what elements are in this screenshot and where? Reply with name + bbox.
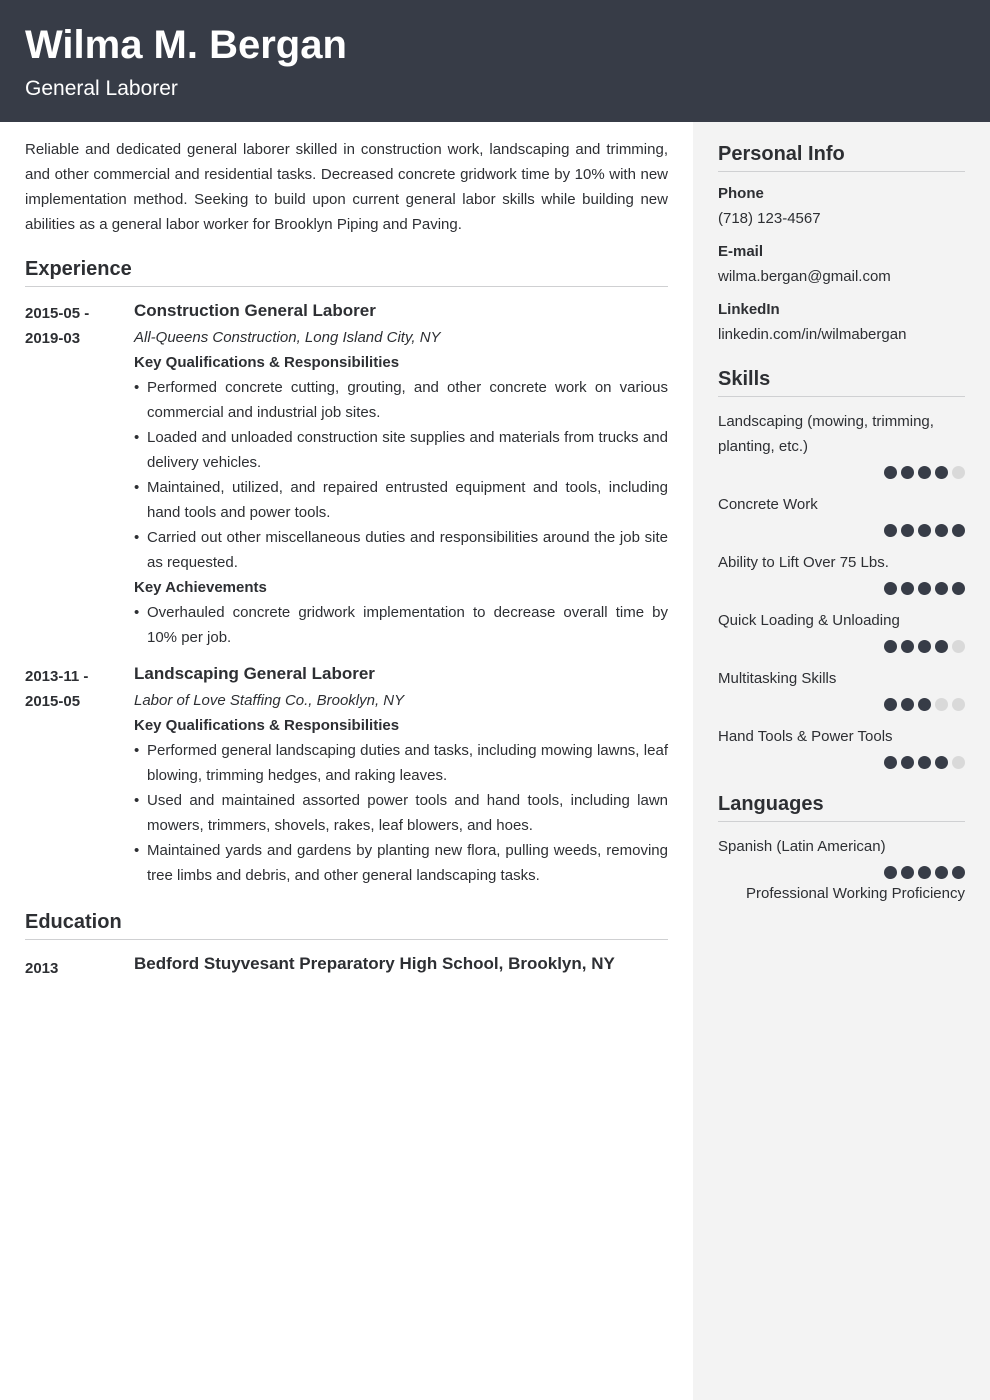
list-item: • Loaded and unloaded construction site supplies and materials from trucks and delivery vehicles. (134, 425, 668, 475)
rating-dot-filled (952, 524, 965, 537)
rating-dot-empty (952, 756, 965, 769)
rating-dot-filled (884, 756, 897, 769)
job-date-start: 2013-11 - (25, 668, 89, 685)
education-entry (25, 952, 668, 976)
sidebar (693, 122, 990, 1400)
personal-info-heading: Personal Info (718, 142, 965, 172)
job-company: Labor of Love Staffing Co., Brooklyn, NY (134, 692, 405, 709)
achievements-list (134, 600, 668, 650)
rating-dot-filled (901, 466, 914, 479)
job-company: All-Queens Construction, Long Island City, NY (134, 329, 441, 346)
skill-item (718, 550, 965, 596)
rating-dot-filled (935, 582, 948, 595)
rating-dot-filled (901, 756, 914, 769)
skill-item (718, 492, 965, 538)
rating-dot-filled (884, 524, 897, 537)
skill-name: Concrete Work (718, 496, 818, 513)
job-date-start: 2015-05 - (25, 305, 90, 322)
email-value[interactable]: wilma.bergan@gmail.com (718, 268, 891, 285)
rating-dot-filled (952, 866, 965, 879)
job-entry (25, 662, 668, 888)
language-rating (718, 866, 965, 880)
skill-name: Landscaping (mowing, trimming, planting, etc.) (718, 413, 934, 455)
job-date-end: 2019-03 (25, 330, 81, 347)
rating-dot-empty (952, 640, 965, 653)
rating-dot-filled (935, 640, 948, 653)
email-label: E-mail (718, 243, 764, 260)
job-dates (25, 664, 125, 714)
list-item: • Maintained yards and gardens by planting new flora, pulling weeds, removing tree limbs and debris, and other general landscaping tasks. (134, 838, 668, 888)
rating-dot-filled (918, 698, 931, 711)
language-name: Spanish (Latin American) (718, 838, 886, 855)
qualifications-heading: Key Qualifications & Responsibilities (134, 717, 400, 734)
skill-rating (718, 640, 965, 654)
skills-list (718, 409, 965, 770)
qualifications-heading: Key Qualifications & Responsibilities (134, 354, 400, 371)
job-date-end: 2015-05 (25, 693, 81, 710)
responsibilities-list (134, 738, 668, 888)
skill-rating (718, 698, 965, 712)
summary: Reliable and dedicated general laborer skilled in construction work, landscaping and trimming, and other commercial and residential tasks. Decreased concrete gridwork time by 10% with new implementation method. Seeking to build upon current general labor skills while building new abilities as a general labor worker for Brooklyn Piping and Paving. (25, 141, 668, 233)
skill-name: Ability to Lift Over 75 Lbs. (718, 554, 889, 571)
rating-dot-filled (918, 866, 931, 879)
achievements-heading: Key Achievements (134, 579, 267, 596)
rating-dot-filled (901, 866, 914, 879)
rating-dot-filled (918, 582, 931, 595)
job-title: Landscaping General Laborer (134, 664, 375, 683)
job-title: Construction General Laborer (134, 301, 376, 320)
rating-dot-filled (952, 582, 965, 595)
rating-dot-filled (918, 524, 931, 537)
linkedin-value[interactable]: linkedin.com/in/wilmabergan (718, 326, 907, 343)
list-item: • Overhauled concrete gridwork implementation to decrease overall time by 10% per job. (134, 600, 668, 650)
language-item (718, 834, 965, 906)
rating-dot-filled (918, 756, 931, 769)
responsibilities-list (134, 375, 668, 575)
language-proficiency: Professional Working Proficiency (746, 885, 965, 902)
resume-header (0, 0, 990, 122)
rating-dot-filled (935, 524, 948, 537)
candidate-name: Wilma M. Bergan (25, 23, 347, 67)
skill-item (718, 608, 965, 654)
rating-dot-filled (935, 866, 948, 879)
rating-dot-filled (884, 582, 897, 595)
rating-dot-filled (884, 698, 897, 711)
rating-dot-filled (935, 466, 948, 479)
education-school: Bedford Stuyvesant Preparatory High School, Brooklyn, NY (134, 954, 615, 973)
rating-dot-filled (935, 756, 948, 769)
list-item: • Maintained, utilized, and repaired entrusted equipment and tools, including hand tools and power tools. (134, 475, 668, 525)
candidate-title: General Laborer (25, 77, 178, 100)
rating-dot-filled (901, 524, 914, 537)
rating-dot-filled (918, 466, 931, 479)
education-heading: Education (25, 910, 668, 940)
education-year: 2013 (25, 960, 59, 977)
skill-rating (718, 524, 965, 538)
list-item: • Performed general landscaping duties and tasks, including mowing lawns, leaf blowing, trimming hedges, and raking leaves. (134, 738, 668, 788)
main-column (25, 122, 668, 976)
linkedin-label: LinkedIn (718, 301, 780, 318)
rating-dot-filled (884, 866, 897, 879)
rating-dot-empty (935, 698, 948, 711)
list-item: • Carried out other miscellaneous duties and responsibilities around the job site as requested. (134, 525, 668, 575)
job-dates (25, 301, 125, 351)
skill-rating (718, 466, 965, 480)
skill-name: Hand Tools & Power Tools (718, 728, 893, 745)
skill-rating (718, 756, 965, 770)
skill-rating (718, 582, 965, 596)
phone-value: (718) 123-4567 (718, 210, 821, 227)
rating-dot-filled (901, 698, 914, 711)
skill-item (718, 724, 965, 770)
job-entry (25, 299, 668, 650)
skill-item (718, 666, 965, 712)
rating-dot-filled (901, 640, 914, 653)
skill-name: Multitasking Skills (718, 670, 837, 687)
list-item: • Used and maintained assorted power tools and hand tools, including lawn mowers, trimmers, shovels, rakes, leaf blowers, and hoes. (134, 788, 668, 838)
experience-heading: Experience (25, 257, 668, 287)
rating-dot-empty (952, 698, 965, 711)
rating-dot-filled (884, 466, 897, 479)
rating-dot-filled (901, 582, 914, 595)
phone-label: Phone (718, 185, 764, 202)
rating-dot-filled (884, 640, 897, 653)
rating-dot-filled (918, 640, 931, 653)
skill-item (718, 409, 965, 480)
languages-heading: Languages (718, 792, 965, 822)
rating-dot-empty (952, 466, 965, 479)
list-item: • Performed concrete cutting, grouting, and other concrete work on various commercial and industrial job sites. (134, 375, 668, 425)
skill-name: Quick Loading & Unloading (718, 612, 900, 629)
skills-heading: Skills (718, 367, 965, 397)
